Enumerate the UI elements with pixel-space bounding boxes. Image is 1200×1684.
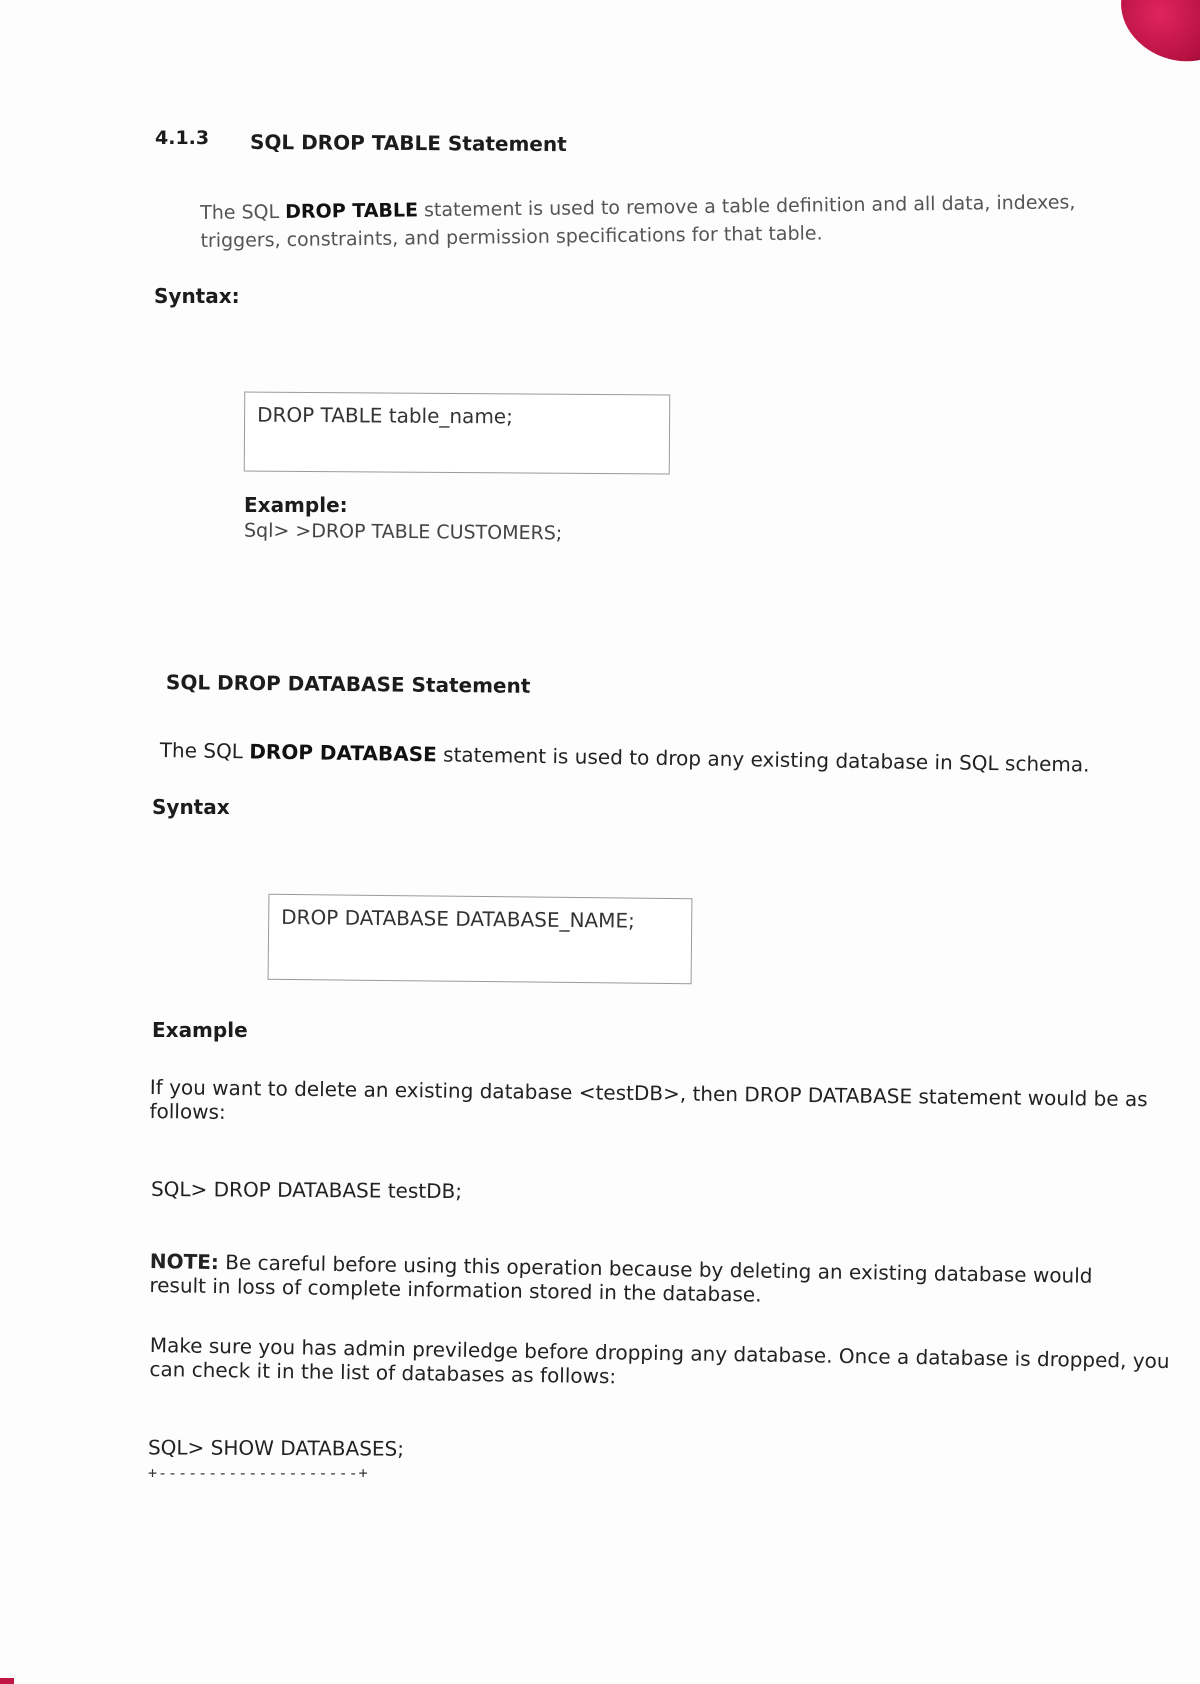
syntax-code-box [268, 894, 693, 984]
syntax-code: DROP DATABASE DATABASE_NAME; [281, 904, 635, 933]
corner-mark [0, 1678, 14, 1684]
intro-suffix: statement is used to drop any existing database in SQL schema. [436, 742, 1090, 777]
note-text: Be careful before using this operation because by deleting an existing database would result in loss of complete information stored in the database. [149, 1250, 1093, 1307]
syntax-code-box [244, 392, 671, 475]
section-number: 4.1.3 [155, 127, 210, 149]
note-label: NOTE: [149, 1249, 220, 1275]
intro-keyword: DROP DATABASE [249, 739, 437, 767]
example-label: Example: [244, 493, 348, 517]
note-paragraph [149, 1249, 1150, 1313]
drop-table-intro-line2: triggers, constraints, and permission specifications for that table. [200, 222, 823, 252]
syntax-code: DROP TABLE table_name; [257, 402, 513, 429]
syntax-label: Syntax: [154, 284, 240, 308]
drop-database-title: SQL DROP DATABASE Statement [165, 670, 531, 698]
result-table-border: +--------------------+ [148, 1464, 369, 1482]
drop-table-intro [200, 188, 1076, 255]
example-code: SQL> DROP DATABASE testDB; [150, 1176, 463, 1204]
admin-paragraph: Make sure you has admin previledge before dropping any database. Once a database is dropped, you can check it in the list of databases as follows: [149, 1333, 1170, 1389]
intro-prefix: The SQL [200, 200, 286, 224]
drop-database-intro [160, 738, 1090, 777]
corner-decoration [1107, 0, 1200, 78]
intro-prefix: The SQL [159, 738, 250, 764]
intro-keyword: DROP TABLE [285, 199, 419, 223]
syntax-label: Syntax [152, 795, 230, 819]
section-title: SQL DROP TABLE Statement [249, 129, 567, 157]
example-description: If you want to delete an existing database <testDB>, then DROP DATABASE statement would be as follows: [149, 1075, 1148, 1124]
example-label: Example [152, 1018, 248, 1042]
intro-suffix: statement is used to remove a table definition and all data, indexes, [417, 191, 1076, 222]
show-databases-code: SQL> SHOW DATABASES; [147, 1435, 405, 1461]
example-code: Sql> >DROP TABLE CUSTOMERS; [243, 519, 563, 545]
